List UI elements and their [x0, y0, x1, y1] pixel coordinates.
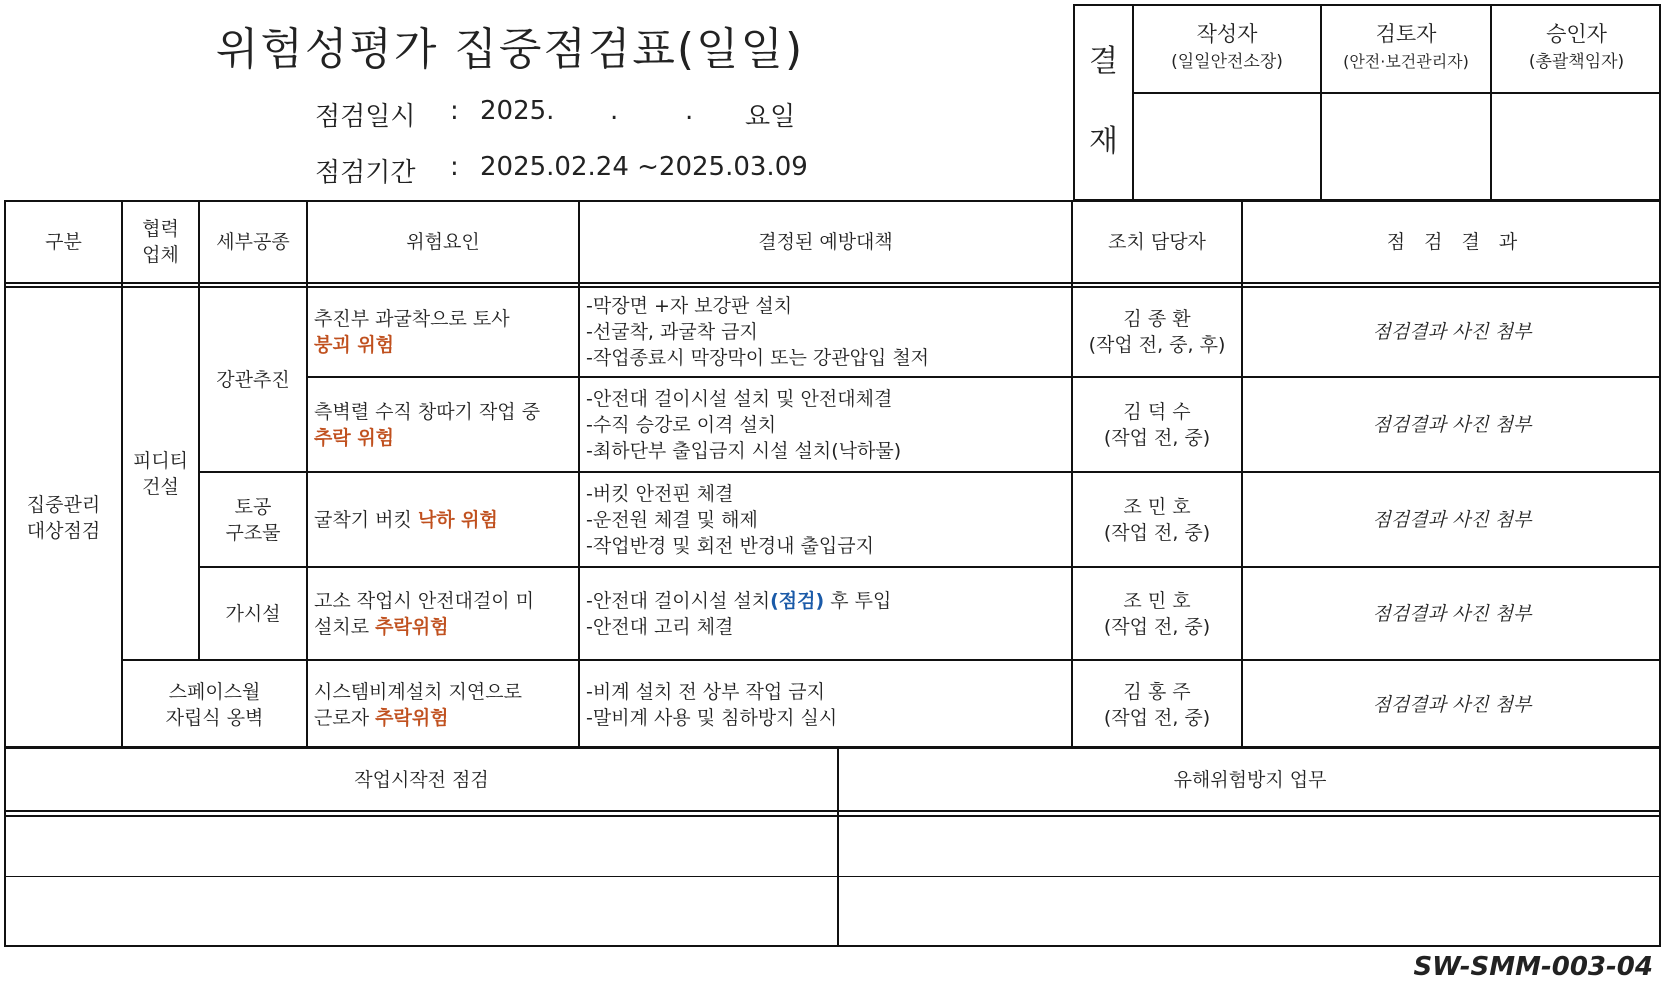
signature-slot-author[interactable] [1134, 94, 1320, 199]
result-cell[interactable]: 점검결과 사진 첨부 [1372, 693, 1532, 716]
manager-cell [1073, 378, 1241, 471]
measure-item: -작업종료시 막장막이 또는 강관압입 철저 [586, 347, 930, 369]
role-title: 승인자 [1546, 22, 1607, 46]
hazard-text: 추진부 과굴착으로 토사 [314, 308, 510, 330]
hazard-text: 고소 작업시 안전대걸이 미 [314, 589, 535, 612]
header-hazard: 위험요인 [406, 231, 480, 253]
hazard-line [314, 507, 578, 533]
work-type-cell: 강관추진 [216, 368, 290, 391]
approval-label-top: 결 [1089, 44, 1118, 79]
hazard-emphasis: 낙하 위험 [417, 508, 498, 531]
manager-cell [1073, 568, 1241, 659]
hazard-emphasis: 추락위험 [375, 615, 449, 638]
measure-item: -최하단부 출입금지 시설 설치(낙하물) [586, 439, 902, 462]
hazard-prevention-entry-2[interactable] [839, 877, 1661, 945]
role-subtitle: (안전·보건관리자) [1343, 52, 1469, 71]
measure-item: -버킷 안전핀 체결 [586, 482, 734, 505]
measure-item: -비계 설치 전 상부 작업 금지 [586, 680, 825, 703]
result-cell[interactable]: 점검결과 사진 첨부 [1372, 321, 1532, 343]
role-title: 작성자 [1196, 22, 1258, 46]
weekday-label: 요일 [745, 102, 796, 132]
manager-name: 김 덕 수 [1123, 400, 1191, 423]
measure-item: -막장면 +자 보강판 설치 [586, 295, 793, 317]
measures-cell [580, 473, 1071, 566]
measure-item: -운전원 체결 및 해제 [586, 508, 758, 531]
date-label: 점검일시 [315, 102, 416, 132]
hazard-text: 굴착기 버킷 [314, 508, 412, 531]
manager-cell [1073, 473, 1241, 566]
measures-cell [580, 661, 1071, 748]
hazard-emphasis: 붕괴 위험 [314, 334, 395, 356]
manager-name: 김 홍 주 [1123, 680, 1191, 703]
manager-timing: (작업 전, 중) [1103, 615, 1211, 638]
hazard-text: 근로자 [314, 706, 370, 729]
manager-timing: (작업 전, 중) [1103, 426, 1211, 449]
pre-work-check-entry-1[interactable] [6, 817, 837, 876]
inspection-date-row [315, 92, 875, 132]
manager-name: 조 민 호 [1123, 589, 1191, 612]
measures-cell [580, 288, 1071, 376]
date-dot-day: . [685, 96, 694, 126]
hazard-text: 설치로 [314, 615, 370, 638]
work-type-cell: 가시설 [225, 602, 281, 625]
period-colon: : [450, 152, 459, 182]
measure-text: 후 투입 [830, 589, 892, 612]
hazard-cell [308, 288, 578, 376]
role-subtitle: (총괄책임자) [1528, 52, 1625, 72]
approval-role-approver [1492, 20, 1661, 76]
category-cell: 집중관리 대상점검 [26, 494, 101, 542]
manager-cell [1073, 661, 1241, 748]
result-cell[interactable]: 점검결과 사진 첨부 [1372, 508, 1532, 531]
header-work-type: 세부공종 [216, 231, 290, 253]
document-code: SW-SMM-003-04 [1413, 952, 1653, 982]
period-label: 점검기간 [315, 158, 416, 188]
approval-label-bottom: 재 [1089, 124, 1118, 159]
header-measures: 결정된 예방대책 [758, 231, 893, 253]
hazard-text: 측벽렬 수직 창따기 작업 중 [314, 400, 541, 423]
header-partner: 협력 업체 [142, 218, 179, 266]
manager-timing: (작업 전, 중, 후) [1088, 334, 1226, 356]
measure-emphasis: (점검) [770, 589, 825, 612]
pre-work-check-entry-2[interactable] [6, 877, 837, 945]
manager-timing: (작업 전, 중) [1103, 521, 1211, 544]
signature-slot-reviewer[interactable] [1322, 94, 1490, 199]
signature-slot-approver[interactable] [1492, 94, 1661, 199]
hazard-prevention-entry-1[interactable] [839, 817, 1661, 876]
approval-role-author [1134, 20, 1320, 76]
manager-timing: (작업 전, 중) [1103, 706, 1211, 729]
role-subtitle: (일일안전소장) [1171, 52, 1283, 72]
work-type-cell: 토공 구조물 [225, 495, 281, 544]
partner-cell: 피디티 건설 [132, 449, 189, 498]
measure-item: -선굴착, 과굴착 금지 [586, 321, 758, 343]
hazard-prevention-header: 유해위험방지 업무 [1173, 768, 1327, 791]
hazard-cell [308, 378, 578, 471]
role-title: 검토자 [1375, 22, 1437, 46]
hazard-text: 시스템비계설치 지연으로 [314, 680, 522, 703]
manager-cell [1073, 288, 1241, 376]
hazard-emphasis: 추락 위험 [314, 426, 395, 449]
result-cell[interactable]: 점검결과 사진 첨부 [1372, 413, 1532, 436]
measure-item [586, 588, 1071, 614]
approval-role-reviewer [1322, 20, 1490, 76]
measure-text: -안전대 걸이시설 설치 [586, 589, 771, 612]
hazard-cell [308, 568, 578, 659]
measure-item: -수직 승강로 이격 설치 [586, 413, 777, 436]
hazard-emphasis: 추락위험 [375, 706, 449, 729]
measure-item: -안전대 걸이시설 설치 및 안전대체결 [586, 387, 893, 410]
header-category: 구분 [45, 231, 82, 253]
hazard-line [314, 614, 578, 640]
manager-name: 김 종 환 [1123, 308, 1191, 330]
header-manager: 조치 담당자 [1108, 231, 1206, 253]
date-value: 2025. [480, 96, 555, 126]
measures-cell [580, 568, 1071, 659]
hazard-cell [308, 661, 578, 748]
hazard-line [314, 705, 578, 731]
measure-item: -안전대 고리 체결 [586, 615, 734, 638]
hazard-cell [308, 473, 578, 566]
work-type-cell: 스페이스월 자립식 옹벽 [165, 680, 264, 729]
result-cell[interactable]: 점검결과 사진 첨부 [1372, 602, 1532, 625]
measures-cell [580, 378, 1071, 471]
date-colon: : [450, 96, 459, 126]
measure-item: -말비계 사용 및 침하방지 실시 [586, 706, 838, 729]
header-result: 점 검 결 과 [1386, 231, 1518, 253]
pre-work-check-header: 작업시작전 점검 [354, 768, 489, 791]
manager-name: 조 민 호 [1123, 495, 1191, 518]
measure-item: -작업반경 및 회전 반경내 출입금지 [586, 534, 874, 557]
period-value: 2025.02.24 ~2025.03.09 [480, 152, 808, 182]
inspection-period-row [315, 148, 875, 188]
date-dot-month: . [610, 96, 619, 126]
page-title: 위험성평가 집중점검표(일일) [215, 24, 805, 75]
